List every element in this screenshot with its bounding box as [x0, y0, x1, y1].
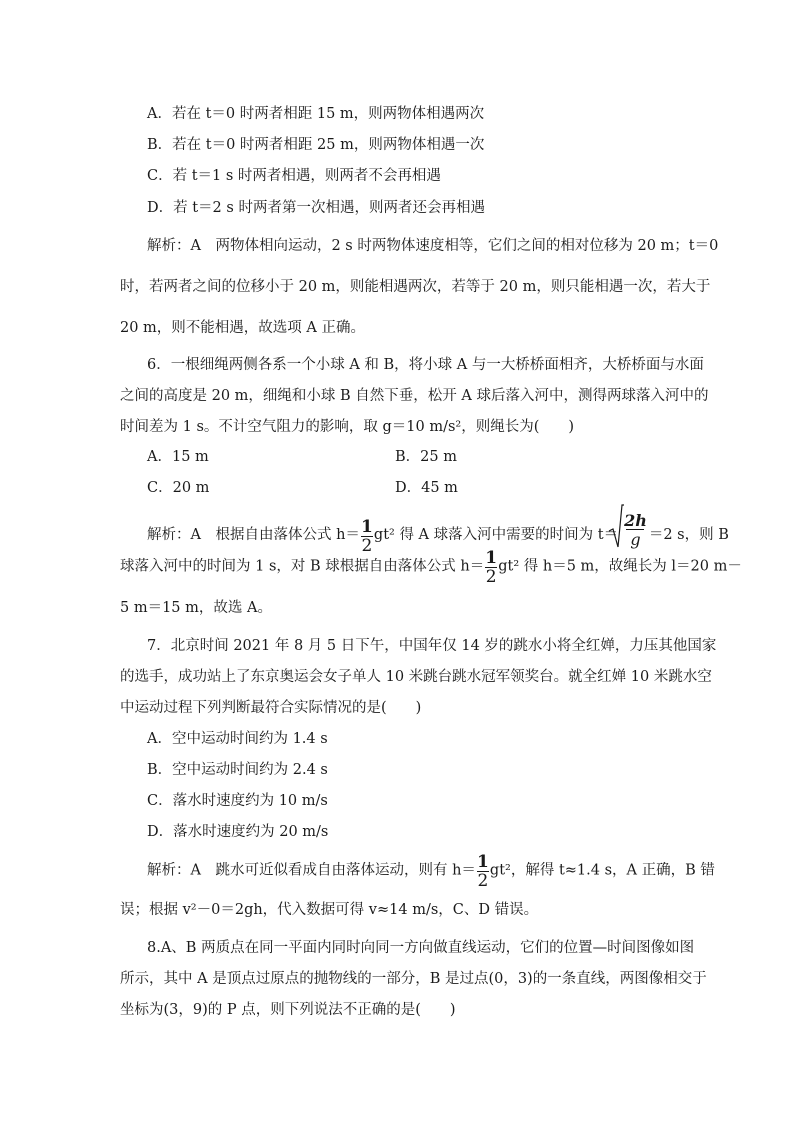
q6-solution-text-b: gt² 得 A 球落入河中需要的时间为 t＝: [373, 527, 619, 543]
q7-solution-line1: [147, 852, 715, 889]
q7-solution-line2: 误；根据 v²－0＝2gh，代入数据可得 v≈14 m/s，C、D 错误。: [120, 902, 539, 918]
q6-stem-line1: 6．一根细绳两侧各系一个小球 A 和 B，将小球 A 与一大桥桥面相齐，大桥桥面与水面: [147, 357, 704, 373]
q7-stem-line3: 中运动过程下列判断最符合实际情况的是( ): [120, 700, 422, 716]
q6-stem-line2: 之间的高度是 20 m，细绳和小球 B 自然下垂，松开 A 球后落入河中，测得两球落入河中的: [120, 388, 709, 404]
q5-solution-line2: 时，若两者之间的位移小于 20 m，则能相遇两次，若等于 20 m，则只能相遇一次，若大于: [120, 279, 711, 295]
q7-solution-text-b: gt²，解得 t≈1.4 s，A 正确，B 错: [489, 862, 715, 879]
fraction-numerator: 1: [485, 548, 498, 568]
q5-option-b: B．若在 t＝0 时两者相距 25 m，则两物体相遇一次: [147, 137, 485, 153]
q6-option-a: A．15 m: [147, 449, 209, 465]
q7-option-a: A．空中运动时间约为 1.4 s: [147, 731, 328, 747]
q7-stem-line2: 的选手，成功站上了东京奥运会女子单人 10 米跳台跳水冠军领奖台。就全红婵 10 米跳水空: [120, 669, 712, 685]
radical-sign-icon: [608, 503, 624, 549]
q6-stem-line3: 时间差为 1 s。不计空气阻力的影响，取 g＝10 m/s²，则绳长为( ): [120, 419, 575, 435]
q5-solution-line3: 20 m，则不能相遇，故选项 A 正确。: [120, 320, 365, 336]
q6-solution-line3: 5 m＝15 m，故选 A。: [120, 600, 272, 616]
q7-option-d: D．落水时速度约为 20 m/s: [147, 824, 329, 840]
sqrt-numerator: 2h: [624, 511, 647, 530]
q5-option-d: D．若 t＝2 s 时两者第一次相遇，则两者还会再相遇: [147, 200, 485, 216]
q7-option-b: B．空中运动时间约为 2.4 s: [147, 762, 328, 778]
fraction-one-half: [485, 550, 497, 587]
q7-solution-text-a: 解析：A 跳水可近似看成自由落体运动，则有 h＝: [147, 862, 476, 879]
q5-solution-line1: 解析：A 两物体相向运动，2 s 时两物体速度相等，它们之间的相对位移为 20 m；t＝0: [147, 238, 719, 254]
q6-solution-line2: [120, 548, 742, 585]
q6-solution-text-c: ＝2 s，则 B: [648, 527, 729, 543]
q8-stem-line2: 所示，其中 A 是顶点过原点的抛物线的一部分，B 是过点(0，3)的一条直线，两图像相交于: [120, 971, 707, 987]
q6-solution-text-d: 球落入河中的时间为 1 s，对 B 球根据自由落体公式 h＝: [120, 558, 485, 575]
q6-option-c: C．20 m: [147, 480, 210, 496]
q8-stem-line1: 8.A、B 两质点在同一平面内同时向同一方向做直线运动，它们的位置—时间图像如图: [147, 940, 695, 956]
q5-option-a: A．若在 t＝0 时两者相距 15 m，则两物体相遇两次: [147, 106, 485, 122]
fraction-one-half: [477, 854, 489, 891]
fraction-numerator: 1: [361, 516, 373, 537]
q6-option-d: D．45 m: [395, 480, 458, 496]
q6-option-b: B．25 m: [395, 449, 457, 465]
fraction-denominator: 2: [477, 871, 489, 891]
q8-stem-line3: 坐标为(3，9)的 P 点，则下列说法不正确的是( ): [120, 1002, 456, 1018]
sqrt-denominator: g: [630, 530, 641, 549]
fraction-numerator: 1: [477, 852, 489, 872]
q5-option-c: C．若 t＝1 s 时两者相遇，则两者不会再相遇: [147, 168, 441, 184]
fraction-denominator: 2: [361, 535, 373, 556]
fraction-denominator: 2: [485, 567, 497, 587]
q6-solution-text-e: gt² 得 h＝5 m，故绳长为 l＝20 m－: [498, 558, 742, 575]
q7-option-c: C．落水时速度约为 10 m/s: [147, 793, 328, 809]
q6-solution-text-a: 解析：A 根据自由落体公式 h＝: [147, 527, 360, 543]
q7-stem-line1: 7．北京时间 2021 年 8 月 5 日下午，中国年仅 14 岁的跳水小将全红婵，力压其他国家: [147, 638, 717, 654]
